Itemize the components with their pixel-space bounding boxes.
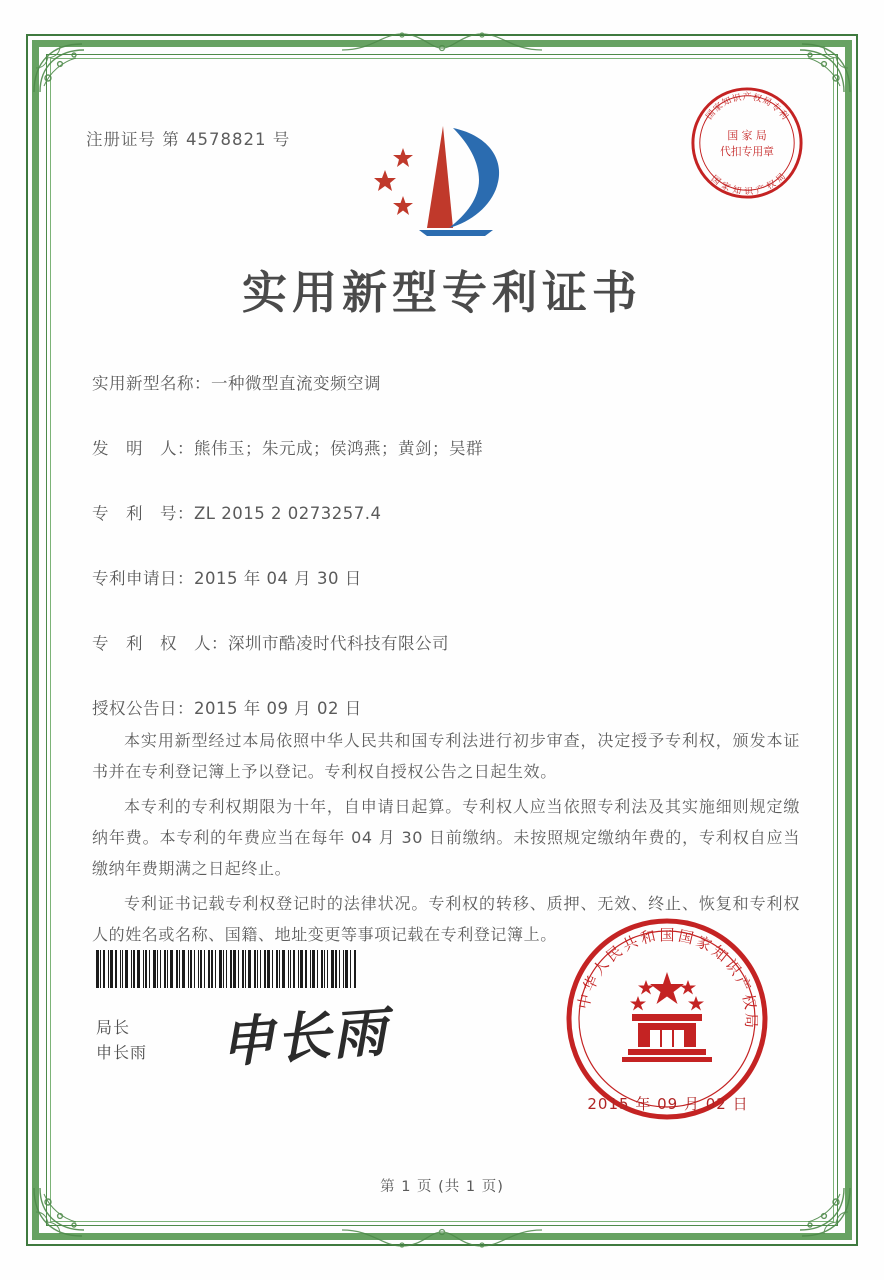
field-row	[92, 435, 804, 459]
field-value: ZL 2015 2 0273257.4	[194, 504, 382, 523]
field-row	[92, 565, 804, 589]
svg-text:家: 家	[719, 180, 732, 194]
svg-text:权: 权	[751, 93, 763, 105]
field-label: 实用新型名称：	[92, 374, 211, 393]
page-title: 实用新型专利证书	[241, 266, 642, 319]
svg-text:局: 局	[774, 171, 788, 186]
field-label: 授权公告日：	[92, 699, 194, 718]
field-value: 熊伟玉；朱元成；侯鸿燕；黄剑；吴群	[194, 439, 483, 458]
svg-text:家: 家	[711, 101, 726, 115]
field-value: 一种微型直流变频空调	[211, 374, 381, 393]
svg-text:代扣专用章: 代扣专用章	[720, 144, 774, 158]
field-row	[92, 500, 804, 524]
field-label: 专 利 权 人：	[92, 634, 228, 653]
field-row	[92, 695, 804, 719]
handwritten-signature: 申长雨	[218, 999, 391, 1075]
sipo-logo-icon	[367, 118, 517, 238]
svg-text:权: 权	[738, 992, 760, 1011]
edge-ornament-bottom	[342, 1226, 542, 1250]
svg-text:局: 局	[760, 95, 774, 109]
svg-text:识: 识	[744, 186, 754, 198]
svg-text:人: 人	[589, 955, 613, 979]
seal-date: 2015 年 09 月 02 日	[587, 1095, 749, 1113]
svg-text:华: 华	[579, 972, 603, 995]
field-label: 专 利 号：	[92, 504, 194, 523]
svg-text:利: 利	[776, 108, 790, 122]
edge-ornament-top	[342, 30, 542, 54]
svg-text:国: 国	[704, 108, 718, 122]
svg-text:国: 国	[659, 926, 675, 944]
svg-text:国: 国	[676, 926, 696, 948]
svg-text:识: 识	[731, 93, 743, 105]
svg-text:局: 局	[741, 1012, 761, 1029]
fields-list	[92, 370, 804, 760]
field-value: 深圳市酷凌时代科技有限公司	[228, 634, 449, 653]
page-footer: 第 1 页 (共 1 页)	[380, 1179, 504, 1195]
registration-number: 注册证号 第 4578821 号	[86, 130, 291, 149]
field-row	[92, 370, 804, 394]
signature-block	[96, 1015, 147, 1065]
svg-text:知: 知	[720, 95, 734, 109]
field-row	[92, 630, 804, 654]
field-label: 发 明 人：	[92, 439, 194, 458]
svg-text:中: 中	[574, 992, 596, 1011]
certificate-content	[60, 70, 824, 1210]
svg-text:知: 知	[731, 185, 743, 197]
svg-text:家: 家	[693, 932, 715, 955]
svg-text:民: 民	[602, 942, 626, 966]
svg-text:识: 识	[721, 955, 745, 979]
svg-text:产: 产	[754, 184, 767, 197]
svg-text:国 家 局: 国 家 局	[727, 129, 767, 143]
barcode	[96, 950, 356, 988]
legal-paragraph: 专利证书记载专利权登记时的法律状况。专利权的转移、质押、无效、终止、恢复和专利权人的姓名或名称、国籍、地址变更等事项记载在专利登记簿上。	[92, 894, 800, 944]
signature-role: 局长	[96, 1018, 131, 1037]
field-value: 2015 年 04 月 30 日	[194, 569, 362, 588]
seal-top-right	[688, 84, 806, 202]
svg-text:产: 产	[731, 972, 755, 995]
legal-paragraph: 本专利的专利权期限为十年，自申请日起算。专利权人应当依照专利法及其实施细则规定缴纳年费。本专利的年费应当在每年 04 月 30 日前缴纳。未按照规定缴纳年费的，专利权自应当缴纳年费期满之日起终止。	[92, 797, 800, 878]
svg-text:专: 专	[768, 101, 783, 115]
legal-paragraph: 本实用新型经过本局依照中华人民共和国专利法进行初步审查，决定授予专利权，颁发本证书并在专利登记簿上予以登记。专利权自授权公告之日起生效。	[92, 731, 800, 781]
svg-text:国: 国	[708, 173, 723, 188]
svg-text:权: 权	[765, 179, 778, 193]
svg-text:共: 共	[619, 932, 641, 955]
signature-name: 申长雨	[96, 1043, 148, 1062]
svg-text:和: 和	[638, 926, 658, 948]
field-label: 专利申请日：	[92, 569, 194, 588]
field-value: 2015 年 09 月 02 日	[194, 699, 362, 718]
svg-text:知: 知	[708, 942, 732, 966]
svg-text:产: 产	[742, 92, 752, 103]
